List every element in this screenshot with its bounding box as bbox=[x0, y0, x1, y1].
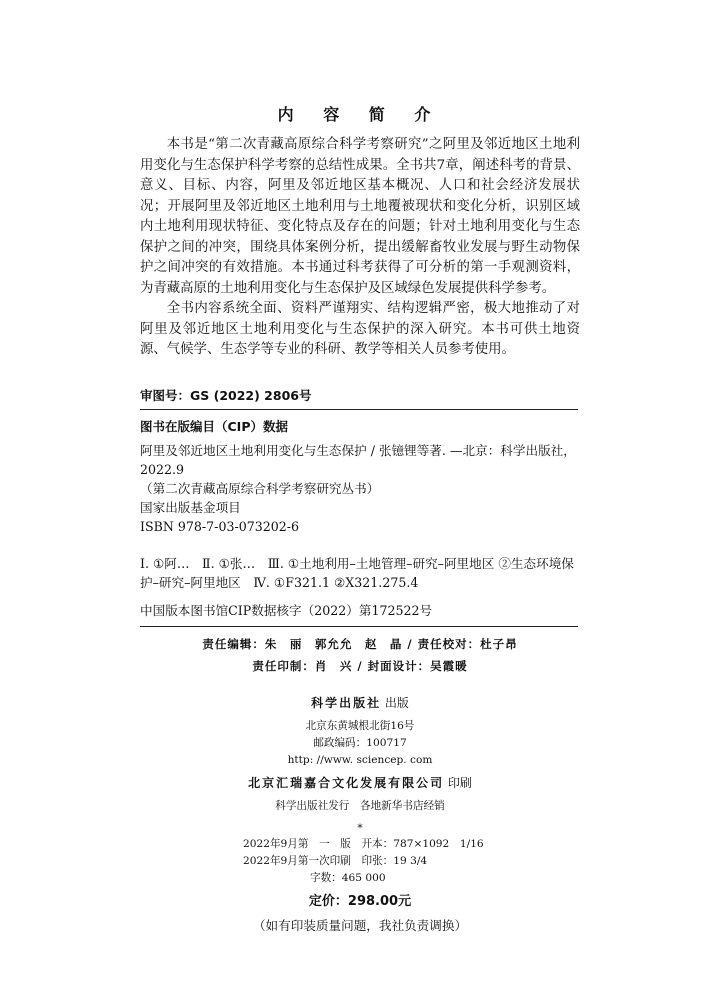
printer-suffix: 印刷 bbox=[447, 776, 472, 790]
divider-bottom bbox=[140, 626, 578, 627]
word-count: 字数：465 000 bbox=[310, 872, 386, 884]
summary-paragraph-1: 本书是“第二次青藏高原综合科学考察研究”之阿里及邻近地区土地利用变化与生态保护科学考察的总结性成果。全书共7章，阐述科考的背景、意义、目标、内容，阿里及邻近地区基本概况、人口和社会经济发展状况；开展阿里及邻近地区土地利用与土地覆被现状和变化分析，识别区域内土地利用现状特征、变化特点及存在的问题；针对土地利用变化与生态保护之间的冲突，围绕具体案例分析，提出缓解畜牧业发展与野生动物保护之间冲突的有效措施。本书通过科考获得了可分析的第一手观测资料，为青藏高原的土地利用变化与生态保护及区域绿色发展提供科学参考。 bbox=[140, 137, 580, 296]
printer-name: 北京汇瑞嘉合文化发展有限公司 bbox=[248, 776, 445, 790]
quality-notice: （如有印装质量问题，我社负责调换） bbox=[252, 918, 468, 933]
publisher-name: 科学出版社 bbox=[311, 696, 382, 710]
publisher-suffix: 出版 bbox=[384, 696, 409, 710]
publisher-website: http: //www. sciencep. com bbox=[287, 754, 433, 766]
separator-star: * bbox=[357, 822, 363, 834]
edition-details bbox=[243, 836, 484, 887]
production-credits: 责任印制：肖 兴 / 封面设计：吴霞暖 bbox=[252, 659, 468, 673]
publisher-address: 北京东黄城根北街16号 bbox=[305, 720, 415, 732]
summary-paragraph-2: 全书内容系统全面、资料严谨翔实、结构逻辑严密，极大地推动了对阿里及邻近地区土地利用变化与生态保护的深入研究。本书可供土地资源、气候学、生态学等专业的科研、教学等相关人员参考使用。 bbox=[140, 301, 580, 357]
price: 定价：298.00元 bbox=[308, 894, 412, 909]
publisher-postcode: 邮政编码：100717 bbox=[313, 737, 407, 749]
publisher-line bbox=[0, 694, 720, 711]
publisher-contact bbox=[0, 718, 720, 769]
distribution-line: 科学出版社发行 各地新华书店经销 bbox=[275, 800, 445, 812]
cip-block bbox=[140, 441, 580, 536]
edition-line: 2022年9月第 一 版 开本：787×1092 1/16 bbox=[243, 838, 484, 850]
cip-title-line: 阿里及邻近地区土地利用变化与生态保护 / 张镱锂等著. —北京：科学出版社，2022.9 bbox=[140, 443, 576, 477]
cip-isbn-line: ISBN 978-7-03-073202-6 bbox=[140, 519, 300, 534]
page-title: 内 容 简 介 bbox=[277, 105, 443, 124]
cip-heading: 图书在版编目（CIP）数据 bbox=[140, 419, 288, 434]
divider-top bbox=[140, 409, 578, 410]
printing-line: 2022年9月第一次印刷 印张：19 3/4 bbox=[243, 855, 428, 867]
map-review-number: 审图号：GS (2022) 2806号 bbox=[140, 388, 312, 403]
cip-record-number: 中国版本图书馆CIP数据核字（2022）第172522号 bbox=[140, 603, 433, 618]
cip-classification: Ⅰ. ①阿… Ⅱ. ①张… Ⅲ. ①土地利用–土地管理–研究–阿里地区 ②生态环境保护–研究–阿里地区 Ⅳ. ①F321.1 ②X321.275.4 bbox=[140, 556, 574, 590]
editor-credits: 责任编辑：朱 丽 郭允允 赵 晶 / 责任校对：杜子昂 bbox=[202, 637, 518, 651]
printer-line bbox=[0, 774, 720, 791]
cip-fund-line: 国家出版基金项目 bbox=[140, 500, 241, 515]
summary-text bbox=[140, 135, 580, 361]
cip-series-line: （第二次青藏高原综合科学考察研究丛书） bbox=[140, 481, 380, 496]
